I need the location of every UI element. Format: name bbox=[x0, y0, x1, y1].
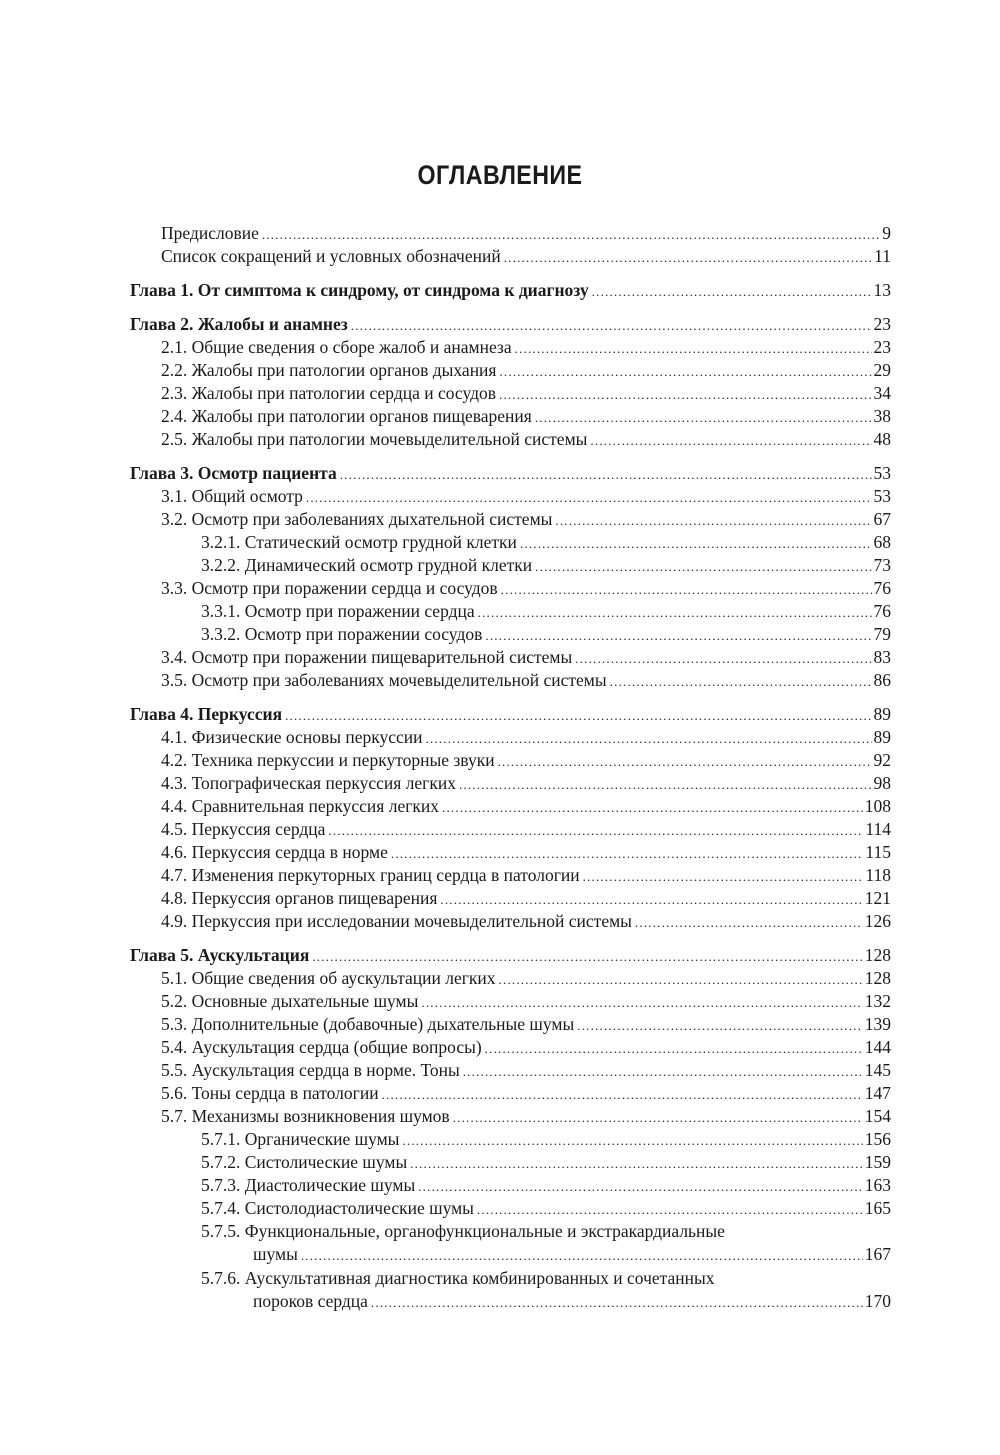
toc-section-entry[interactable] bbox=[130, 967, 891, 990]
toc-page-number: 132 bbox=[864, 991, 891, 1011]
toc-page-number: 23 bbox=[873, 337, 891, 357]
dot-leader bbox=[418, 1175, 863, 1198]
toc-entry-title: 2.1. Общие сведения о сборе жалоб и анамнеза bbox=[161, 337, 512, 357]
toc-section-entry[interactable] bbox=[130, 818, 891, 841]
toc-entry-title: 5.1. Общие сведения об аускультации легких bbox=[161, 968, 496, 988]
dot-leader bbox=[610, 670, 872, 693]
toc-entry-line2 bbox=[201, 1290, 891, 1314]
toc-page-number: 163 bbox=[864, 1175, 891, 1195]
toc-entry-line2 bbox=[201, 1243, 891, 1267]
toc-section-entry[interactable] bbox=[130, 646, 891, 669]
toc-section-entry[interactable] bbox=[130, 726, 891, 749]
toc-group bbox=[130, 462, 891, 692]
toc-page-number: 79 bbox=[873, 624, 891, 644]
toc-subsection-entry[interactable] bbox=[130, 600, 891, 623]
toc-page-number: 11 bbox=[874, 246, 891, 266]
toc-entry-title: 3.2. Осмотр при заболеваниях дыхательной системы bbox=[161, 509, 553, 529]
dot-leader bbox=[504, 246, 872, 269]
toc-page-number: 170 bbox=[864, 1291, 891, 1311]
dot-leader bbox=[351, 314, 872, 337]
toc-entry-title: Список сокращений и условных обозначений bbox=[161, 246, 501, 266]
toc-entry-title: 4.2. Техника перкуссии и перкуторные звуки bbox=[161, 750, 495, 770]
toc-page-number: 98 bbox=[873, 773, 891, 793]
toc-entry-title: 5.6. Тоны сердца в патологии bbox=[161, 1083, 379, 1103]
dot-leader bbox=[459, 773, 872, 796]
toc-entry-title: пороков сердца bbox=[253, 1291, 368, 1311]
toc-section-entry[interactable] bbox=[130, 577, 891, 600]
dot-leader bbox=[426, 727, 872, 750]
toc-subsection-entry[interactable] bbox=[130, 1151, 891, 1174]
dot-leader bbox=[635, 911, 863, 934]
dot-leader bbox=[340, 463, 872, 486]
toc-page-number: 89 bbox=[873, 727, 891, 747]
toc-page-number: 159 bbox=[864, 1152, 891, 1172]
toc-page-number: 115 bbox=[865, 842, 891, 862]
table-of-contents bbox=[130, 222, 891, 1314]
dot-leader bbox=[442, 796, 863, 819]
toc-entry-title: 3.3. Осмотр при поражении сердца и сосудов bbox=[161, 578, 498, 598]
toc-page-number: 126 bbox=[864, 911, 891, 931]
toc-group bbox=[130, 703, 891, 933]
toc-section-entry[interactable] bbox=[130, 772, 891, 795]
toc-page-number: 29 bbox=[873, 360, 891, 380]
toc-entry-title: Предисловие bbox=[161, 223, 259, 243]
toc-page-number: 128 bbox=[864, 945, 891, 965]
dot-leader bbox=[592, 280, 872, 303]
toc-subsection-entry[interactable] bbox=[130, 1128, 891, 1151]
dot-leader bbox=[555, 509, 871, 532]
dot-leader bbox=[410, 1152, 863, 1175]
dot-leader bbox=[382, 1083, 863, 1106]
toc-section-entry[interactable] bbox=[130, 841, 891, 864]
toc-section-entry[interactable] bbox=[130, 887, 891, 910]
toc-group bbox=[130, 944, 891, 1314]
toc-entry-title: 3.1. Общий осмотр bbox=[161, 486, 303, 506]
toc-page-number: 53 bbox=[873, 486, 891, 506]
dot-leader bbox=[501, 578, 872, 601]
toc-page-number: 68 bbox=[873, 532, 891, 552]
toc-page-number: 34 bbox=[873, 383, 891, 403]
dot-leader bbox=[453, 1106, 863, 1129]
toc-page-number: 86 bbox=[873, 670, 891, 690]
toc-page-number: 53 bbox=[873, 463, 891, 483]
toc-entry-title: 5.7.3. Диастолические шумы bbox=[201, 1175, 416, 1195]
toc-section-entry[interactable] bbox=[130, 1036, 891, 1059]
toc-page-number: 144 bbox=[864, 1037, 891, 1057]
toc-page-number: 128 bbox=[864, 968, 891, 988]
dot-leader bbox=[391, 842, 864, 865]
dot-leader bbox=[371, 1291, 863, 1314]
toc-section-entry[interactable] bbox=[130, 749, 891, 772]
dot-leader bbox=[499, 383, 871, 406]
toc-entry-title: Глава 4. Перкуссия bbox=[130, 704, 283, 724]
dot-leader bbox=[421, 991, 862, 1014]
toc-page-number: 89 bbox=[873, 704, 891, 724]
toc-chapter-entry[interactable] bbox=[130, 944, 891, 967]
dot-leader bbox=[499, 968, 863, 991]
dot-leader bbox=[285, 704, 871, 727]
toc-entry-title: 2.5. Жалобы при патологии мочевыделительной системы bbox=[161, 429, 588, 449]
toc-entry-title: 5.3. Дополнительные (добавочные) дыхательные шумы bbox=[161, 1014, 575, 1034]
dot-leader bbox=[499, 360, 871, 383]
toc-entry-title: 4.7. Изменения перкуторных границ сердца в патологии bbox=[161, 865, 580, 885]
dot-leader bbox=[463, 1060, 863, 1083]
toc-entry-title: 5.7.5. Функциональные, органофункциональные и экстракардиальные bbox=[201, 1221, 725, 1241]
dot-leader bbox=[498, 750, 872, 773]
toc-section-entry[interactable] bbox=[130, 1059, 891, 1082]
dot-leader bbox=[328, 819, 863, 842]
toc-entry-title: 5.2. Основные дыхательные шумы bbox=[161, 991, 419, 1011]
toc-group bbox=[130, 279, 891, 302]
toc-entry-title: 4.4. Сравнительная перкуссия легких bbox=[161, 796, 440, 816]
toc-entry-title: Глава 3. Осмотр пациента bbox=[130, 463, 337, 483]
dot-leader bbox=[515, 337, 872, 360]
toc-page-number: 76 bbox=[873, 601, 891, 621]
dot-leader bbox=[535, 555, 871, 578]
dot-leader bbox=[301, 1244, 863, 1267]
toc-subsection-entry[interactable] bbox=[130, 1197, 891, 1220]
toc-section-entry[interactable] bbox=[130, 864, 891, 887]
toc-entry-title: 3.2.2. Динамический осмотр грудной клетки bbox=[201, 555, 533, 575]
toc-group bbox=[130, 313, 891, 451]
toc-subsection-entry[interactable] bbox=[130, 1174, 891, 1197]
toc-page-number: 73 bbox=[873, 555, 891, 575]
toc-page-number: 154 bbox=[864, 1106, 891, 1126]
toc-entry-title: 5.7.1. Органические шумы bbox=[201, 1129, 400, 1149]
dot-leader bbox=[577, 1014, 862, 1037]
toc-page-number: 83 bbox=[873, 647, 891, 667]
toc-entry-title: 4.3. Топографическая перкуссия легких bbox=[161, 773, 456, 793]
dot-leader bbox=[262, 223, 880, 246]
toc-page-number: 13 bbox=[873, 280, 891, 300]
toc-section-entry[interactable] bbox=[130, 910, 891, 933]
toc-entry-title: 2.4. Жалобы при патологии органов пищеварения bbox=[161, 406, 532, 426]
toc-group bbox=[130, 222, 891, 268]
toc-entry-title: 3.2.1. Статический осмотр грудной клетки bbox=[201, 532, 517, 552]
toc-subsection-entry[interactable] bbox=[130, 1220, 891, 1267]
toc-section-entry[interactable] bbox=[130, 508, 891, 531]
toc-subsection-entry[interactable] bbox=[130, 1267, 891, 1314]
toc-entry-title: Глава 5. Аускультация bbox=[130, 945, 310, 965]
dot-leader bbox=[485, 1037, 863, 1060]
dot-leader bbox=[590, 429, 871, 452]
toc-section-entry[interactable] bbox=[130, 1013, 891, 1036]
dot-leader bbox=[575, 647, 871, 670]
dot-leader bbox=[402, 1129, 862, 1152]
toc-entry-title: 5.7.4. Систолодиастолические шумы bbox=[201, 1198, 474, 1218]
toc-entry-title: 4.1. Физические основы перкуссии bbox=[161, 727, 423, 747]
dot-leader bbox=[520, 532, 872, 555]
dot-leader bbox=[312, 945, 862, 968]
toc-entry-title: 3.3.2. Осмотр при поражении сосудов bbox=[201, 624, 483, 644]
toc-section-entry[interactable] bbox=[130, 485, 891, 508]
toc-section-entry[interactable] bbox=[130, 990, 891, 1013]
toc-page-number: 147 bbox=[864, 1083, 891, 1103]
toc-entry-title: 5.5. Аускультация сердца в норме. Тоны bbox=[161, 1060, 460, 1080]
toc-section-entry[interactable] bbox=[130, 245, 891, 268]
dot-leader bbox=[478, 601, 872, 624]
toc-chapter-entry[interactable] bbox=[130, 462, 891, 485]
toc-entry-title: Глава 2. Жалобы и анамнез bbox=[130, 314, 348, 334]
dot-leader bbox=[306, 486, 872, 509]
dot-leader bbox=[485, 624, 871, 647]
toc-page-number: 23 bbox=[873, 314, 891, 334]
toc-page-number: 9 bbox=[882, 223, 891, 243]
toc-section-entry[interactable] bbox=[130, 336, 891, 359]
toc-entry-title: 3.4. Осмотр при поражении пищеварительной системы bbox=[161, 647, 573, 667]
toc-section-entry[interactable] bbox=[130, 428, 891, 451]
toc-section-entry[interactable] bbox=[130, 382, 891, 405]
toc-chapter-entry[interactable] bbox=[130, 313, 891, 336]
toc-section-entry[interactable] bbox=[130, 795, 891, 818]
toc-page-number: 114 bbox=[865, 819, 891, 839]
toc-entry-title: 2.2. Жалобы при патологии органов дыхания bbox=[161, 360, 497, 380]
toc-page-number: 92 bbox=[873, 750, 891, 770]
toc-subsection-entry[interactable] bbox=[130, 531, 891, 554]
dot-leader bbox=[535, 406, 872, 429]
toc-page-number: 145 bbox=[864, 1060, 891, 1080]
toc-page-number: 139 bbox=[864, 1014, 891, 1034]
toc-subsection-entry[interactable] bbox=[130, 554, 891, 577]
toc-entry-title: 2.3. Жалобы при патологии сердца и сосудов bbox=[161, 383, 497, 403]
toc-page-number: 108 bbox=[864, 796, 891, 816]
toc-entry-title: 5.7.6. Аускультативная диагностика комбинированных и сочетанных bbox=[201, 1268, 715, 1288]
toc-page-number: 76 bbox=[873, 578, 891, 598]
toc-page-number: 165 bbox=[864, 1198, 891, 1218]
toc-section-entry[interactable] bbox=[130, 405, 891, 428]
toc-entry-title: Глава 1. От симптома к синдрому, от синдрома к диагнозу bbox=[130, 280, 589, 300]
toc-entry-title: 5.7. Механизмы возникновения шумов bbox=[161, 1106, 450, 1126]
toc-page-number: 48 bbox=[873, 429, 891, 449]
toc-subsection-entry[interactable] bbox=[130, 623, 891, 646]
toc-entry-title: 5.4. Аускультация сердца (общие вопросы) bbox=[161, 1037, 482, 1057]
toc-entry-title: 4.8. Перкуссия органов пищеварения bbox=[161, 888, 438, 908]
toc-entry-title: 5.7.2. Систолические шумы bbox=[201, 1152, 408, 1172]
toc-section-entry[interactable] bbox=[130, 669, 891, 692]
toc-page-number: 118 bbox=[865, 865, 891, 885]
toc-page-number: 121 bbox=[864, 888, 891, 908]
toc-entry-title: 4.5. Перкуссия сердца bbox=[161, 819, 326, 839]
toc-page-number: 67 bbox=[873, 509, 891, 529]
toc-page-number: 156 bbox=[864, 1129, 891, 1149]
toc-entry-title: 4.9. Перкуссия при исследовании мочевыделительной системы bbox=[161, 911, 632, 931]
toc-entry-title: 3.5. Осмотр при заболеваниях мочевыделительной системы bbox=[161, 670, 607, 690]
toc-chapter-entry[interactable] bbox=[130, 703, 891, 726]
toc-entry-title: шумы bbox=[253, 1244, 298, 1264]
toc-section-entry[interactable] bbox=[130, 359, 891, 382]
dot-leader bbox=[440, 888, 862, 911]
toc-section-entry[interactable] bbox=[130, 1105, 891, 1128]
toc-section-entry[interactable] bbox=[130, 1082, 891, 1105]
toc-entry-title: 3.3.1. Осмотр при поражении сердца bbox=[201, 601, 475, 621]
toc-entry-title: 4.6. Перкуссия сердца в норме bbox=[161, 842, 388, 862]
toc-page-number: 167 bbox=[864, 1244, 891, 1264]
toc-page-number: 38 bbox=[873, 406, 891, 426]
dot-leader bbox=[583, 865, 864, 888]
toc-chapter-entry[interactable] bbox=[130, 279, 891, 302]
page-title: ОГЛАВЛЕНИЕ bbox=[417, 160, 583, 190]
toc-section-entry[interactable] bbox=[130, 222, 891, 245]
dot-leader bbox=[477, 1198, 863, 1221]
